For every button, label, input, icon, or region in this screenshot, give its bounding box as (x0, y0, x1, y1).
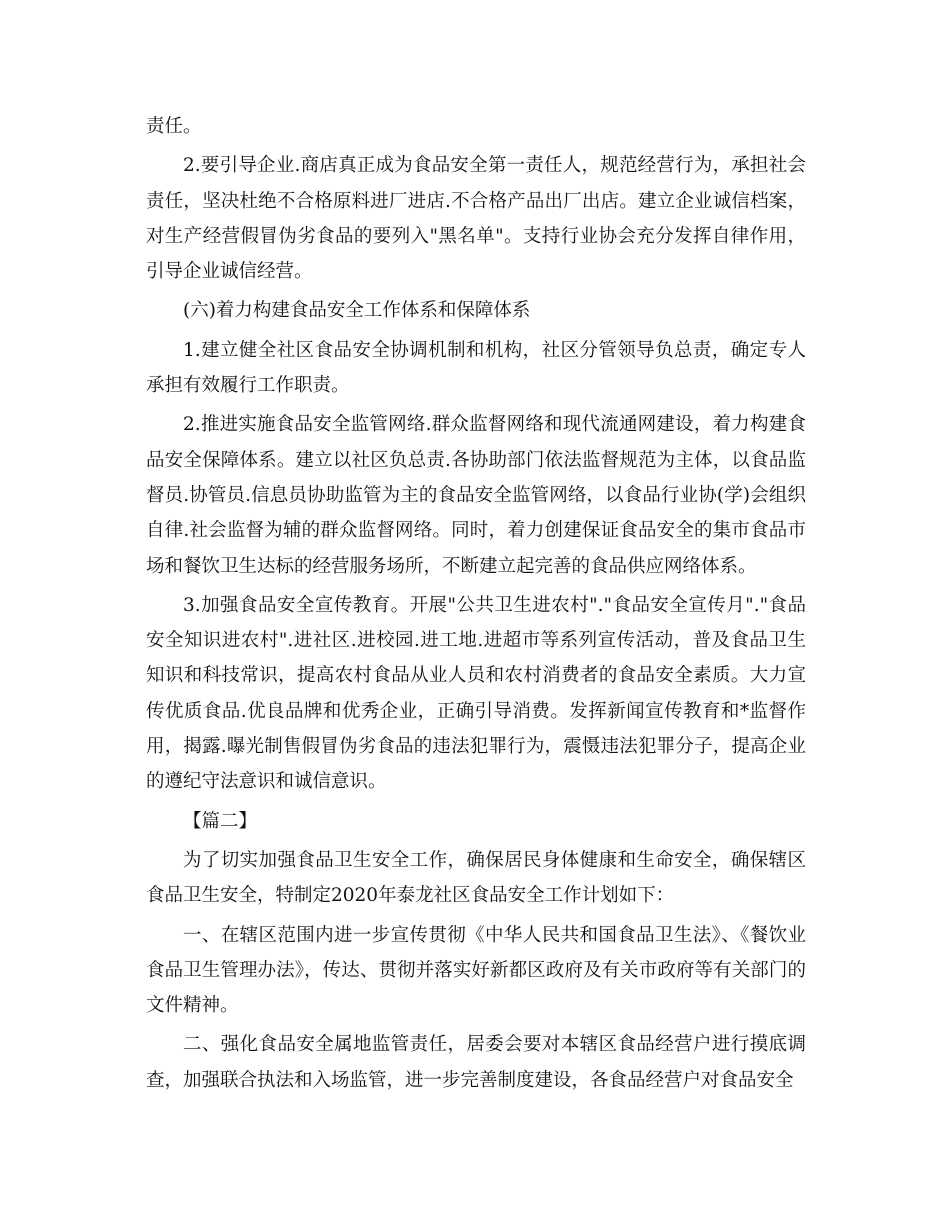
paragraph-supervision-network: 2.推进实施食品安全监管网络.群众监督网络和现代流通网建设，着力构建食品安全保障体系。建立以社区负总责.各协助部门依法监督规范为主体，以食品监督员.协管员.信息员协助监管为主的食品安全监管网络，以食品行业协(学)会组织自律.社会监督为辅的群众监督网络。同时，着力创建保证食品安全的集市食品市场和餐饮卫生达标的经营服务场所，不断建立起完善的食品供应网络体系。 (146, 414, 806, 577)
paragraph-item-one: 一、在辖区范围内进一步宣传贯彻《中华人民共和国食品卫生法》、《餐饮业食品卫生管理办法》，传达、贯彻并落实好新都区政府及有关市政府等有关部门的文件精神。 (146, 924, 806, 1017)
paragraph-continuation: 责任。 (146, 116, 202, 137)
paragraph-coordination-mechanism: 1.建立健全社区食品安全协调机制和机构，社区分管领导负总责，确定专人承担有效履行工作职责。 (146, 339, 806, 397)
section-heading-part-two: 【篇二】 (183, 810, 258, 832)
paragraph-publicity-education: 3.加强食品安全宣传教育。开展"公共卫生进农村"."食品安全宣传月"."食品安全知识进农村".进社区.进校园.进工地.进超市等系列宣传活动，普及食品卫生知识和科技常识，提高农村食品从业人员和农村消费者的食品安全素质。大力宣传优质食品.优良品牌和优秀企业，正确引导消费。发挥新闻宣传教育和*监督作用，揭露.曝光制售假冒伪劣食品的违法犯罪行为，震慑违法犯罪分子，提高企业的遵纪守法意识和诚信意识。 (146, 594, 806, 793)
document-body (146, 109, 806, 1098)
section-heading-six: (六)着力构建食品安全工作体系和保障体系 (183, 300, 531, 322)
paragraph-item-two: 二、强化食品安全属地监管责任，居委会要对本辖区食品经营户进行摸底调查，加强联合执法和入场监管，进一步完善制度建设，各食品经营户对食品安全 (146, 1034, 806, 1091)
paragraph-plan-intro: 为了切实加强食品卫生安全工作，确保居民身体健康和生命安全，确保辖区食品卫生安全，特制定2020年泰龙社区食品安全工作计划如下： (146, 849, 806, 907)
paragraph-enterprise-responsibility: 2.要引导企业.商店真正成为食品安全第一责任人，规范经营行为，承担社会责任，坚决杜绝不合格原料进厂进店.不合格产品出厂出店。建立企业诚信档案，对生产经营假冒伪劣食品的要列入"黑名单"。支持行业协会充分发挥自律作用，引导企业诚信经营。 (146, 155, 806, 283)
